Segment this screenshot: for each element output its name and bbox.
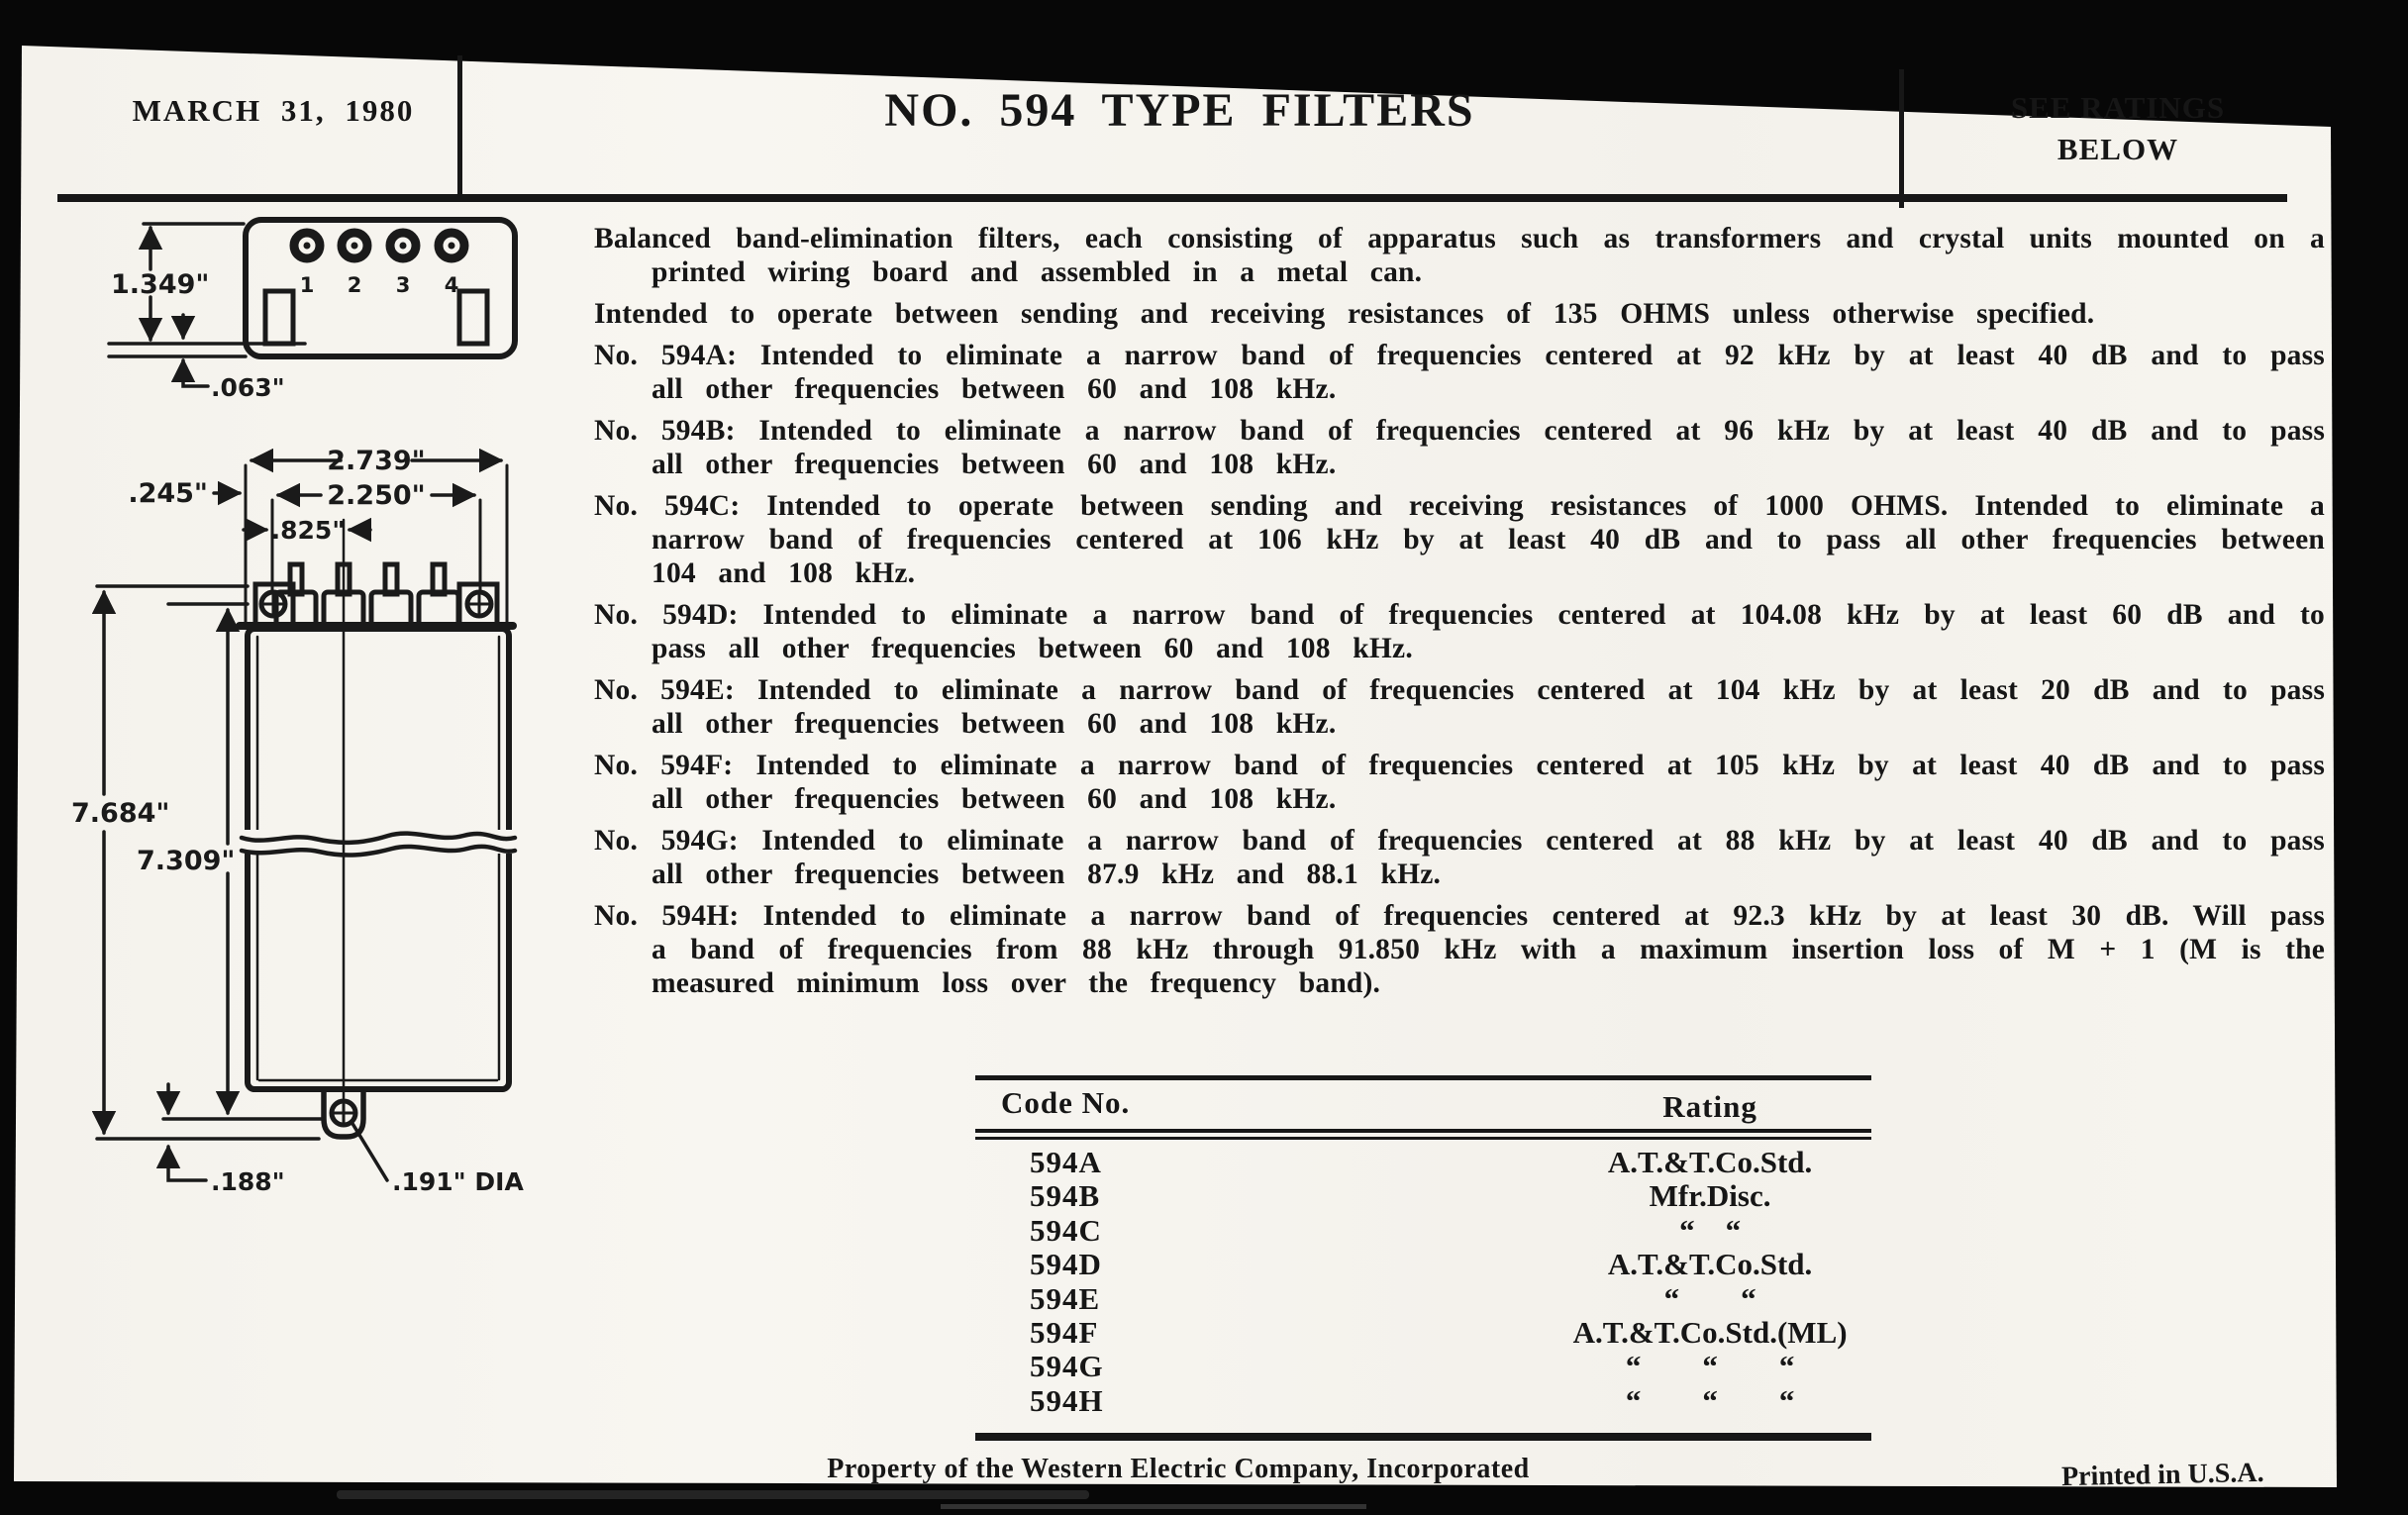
table-row xyxy=(975,1349,1871,1382)
code-cell: 594B xyxy=(1030,1178,1101,1214)
paragraph-594c: No. 594C: Intended to operate between sending and receiving resistances of 1000 OHMS. Intended to eliminate a narrow band of frequencies centered at 106 kHz by at least 40 dB and to pass all other frequencies between 104 and 108 kHz. xyxy=(594,490,2325,589)
printed-in-usa: Printed in U.S.A. xyxy=(2060,1457,2264,1493)
svg-text:.245": .245" xyxy=(128,478,208,509)
table-row xyxy=(975,1383,1871,1417)
header-divider-right xyxy=(1899,69,1904,208)
table-body xyxy=(975,1145,1871,1417)
table-row xyxy=(975,1145,1871,1178)
dim-825 xyxy=(244,516,370,545)
paragraph-594e: No. 594E: Intended to eliminate a narrow band of frequencies centered at 104 kHz by at least 20 dB and to pass all other frequencies between 60 and 108 kHz. xyxy=(594,674,2325,740)
table-row xyxy=(975,1247,1871,1280)
ratings-note-line2: BELOW xyxy=(2057,132,2179,166)
table-header-row xyxy=(975,1085,1871,1125)
front-view-can-body xyxy=(240,626,513,1089)
code-cell: 594C xyxy=(1030,1212,1102,1248)
break-lines xyxy=(239,830,518,856)
table-rule-header xyxy=(975,1129,1871,1140)
property-notice: Property of the Western Electric Company, Incorporated xyxy=(827,1454,1530,1484)
scan-smudge xyxy=(337,1490,1089,1499)
paragraph-general: Balanced band-elimination filters, each consisting of apparatus such as transformers and crystal units mounted on a printed wiring board and assembled in a metal can. xyxy=(594,223,2325,288)
code-cell: 594E xyxy=(1030,1280,1101,1316)
filter-can-technical-drawing xyxy=(59,178,614,1248)
svg-text:7.309": 7.309" xyxy=(137,846,236,876)
dim-1349 xyxy=(109,224,305,344)
table-row xyxy=(975,1213,1871,1247)
description-text xyxy=(594,222,2325,1008)
rating-cell: “ “ “ xyxy=(1625,1349,1795,1384)
ratings-note xyxy=(1911,87,2325,170)
paragraph-resistance: Intended to operate between sending and receiving resistances of 135 OHMS unless otherwise specified. xyxy=(594,298,2095,330)
svg-text:.825": .825" xyxy=(270,516,346,545)
code-cell: 594G xyxy=(1030,1349,1104,1384)
rating-cell: A.T.&T.Co.Std. xyxy=(1607,1145,1813,1179)
document-date: MARCH 31, 1980 xyxy=(132,93,415,128)
terminal-label-2: 2 xyxy=(347,273,362,297)
table-rule-bottom xyxy=(975,1433,1871,1441)
paragraph-594a: No. 594A: Intended to eliminate a narrow band of frequencies centered at 92 kHz by at least 40 dB and to pass all other frequencies between 60 and 108 kHz. xyxy=(594,340,2325,405)
svg-text:2.739": 2.739" xyxy=(327,446,426,476)
rating-cell: “ “ xyxy=(1679,1212,1742,1248)
paragraph-594h: No. 594H: Intended to eliminate a narrow band of frequencies centered at 92.3 kHz by at least 30 dB. Will pass a band of frequencies from 88 kHz through 91.850 kHz with a maximum insertion loss of M + 1 (M is the measured minimum loss over the frequency band). xyxy=(594,900,2325,999)
terminal-label-4: 4 xyxy=(444,273,459,297)
column-header-code: Code No. xyxy=(1001,1085,1131,1120)
terminal-label-3: 3 xyxy=(395,273,411,297)
table-row xyxy=(975,1281,1871,1315)
rating-cell: “ “ xyxy=(1663,1280,1756,1316)
svg-text:7.684": 7.684" xyxy=(71,798,170,829)
table-row xyxy=(975,1178,1871,1212)
scan-artifact-line xyxy=(941,1504,1366,1509)
code-cell: 594D xyxy=(1030,1247,1102,1282)
table-rule-top xyxy=(975,1075,1871,1080)
rating-cell: A.T.&T.Co.Std. xyxy=(1607,1247,1813,1282)
rating-cell: “ “ “ xyxy=(1625,1382,1795,1418)
rating-cell: A.T.&T.Co.Std.(ML) xyxy=(1572,1314,1848,1350)
rating-cell: Mfr.Disc. xyxy=(1649,1178,1771,1214)
code-cell: 594A xyxy=(1030,1145,1102,1179)
code-cell: 594H xyxy=(1030,1382,1104,1418)
table-row xyxy=(975,1315,1871,1349)
top-view-terminals xyxy=(294,233,464,258)
paragraph-594b: No. 594B: Intended to eliminate a narrow band of frequencies centered at 96 kHz by at least 40 dB and to pass all other frequencies between 60 and 108 kHz. xyxy=(594,415,2325,480)
paragraph-594g: No. 594G: Intended to eliminate a narrow band of frequencies centered at 88 kHz by at least 40 dB and to pass all other frequencies between 87.9 kHz and 88.1 kHz. xyxy=(594,825,2325,890)
top-view-can-outline xyxy=(246,220,515,356)
svg-text:2.250": 2.250" xyxy=(327,480,426,511)
terminal-label-1: 1 xyxy=(299,273,315,297)
svg-text:1.349": 1.349" xyxy=(111,269,210,300)
paragraph-594d: No. 594D: Intended to eliminate a narrow band of frequencies centered at 104.08 kHz by at least 60 dB and to pass all other frequencies between 60 and 108 kHz. xyxy=(594,599,2325,664)
dim-245 xyxy=(128,478,240,509)
ratings-note-line1: SEE RATINGS xyxy=(2010,90,2226,125)
dim-7309 xyxy=(137,604,322,1119)
front-view-bottom-tab xyxy=(324,1089,387,1180)
svg-text:.188": .188" xyxy=(211,1167,285,1196)
svg-text:.063": .063" xyxy=(211,373,285,402)
paragraph-594f: No. 594F: Intended to eliminate a narrow band of frequencies centered at 105 kHz by at least 40 dB and to pass all other frequencies between 60 and 108 kHz. xyxy=(594,750,2325,815)
front-view-terminal-posts xyxy=(276,564,458,626)
column-header-rating: Rating xyxy=(1662,1089,1757,1124)
dim-hole-label: .191" DIA xyxy=(392,1167,524,1196)
page-title: NO. 594 TYPE FILTERS xyxy=(884,84,1475,137)
code-cell: 594F xyxy=(1030,1314,1099,1350)
